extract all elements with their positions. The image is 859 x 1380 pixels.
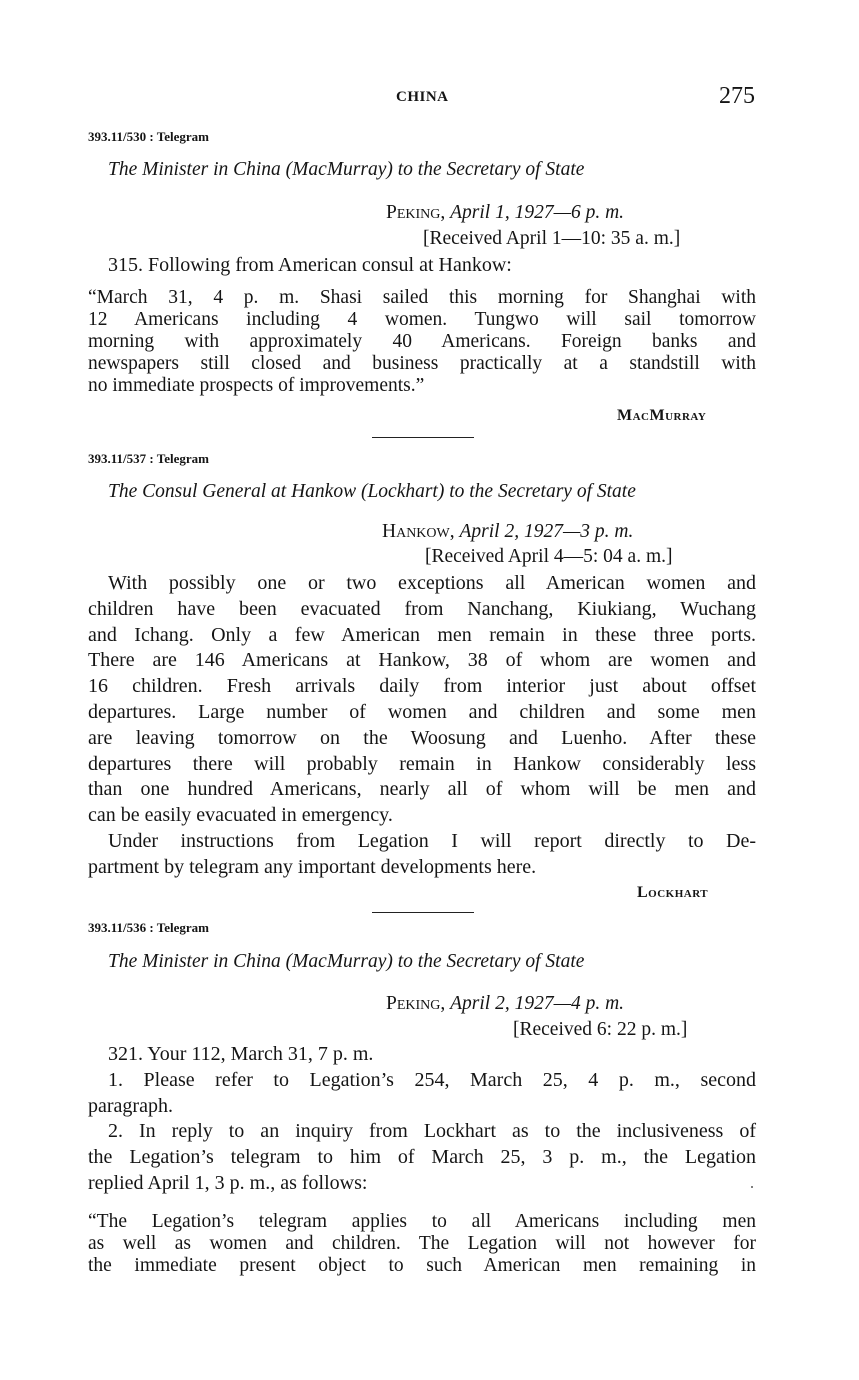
dateline-date: April 2, 1927—4 p. m. (450, 993, 625, 1014)
text-line: 321. Your 112, March 31, 7 p. m. (108, 1043, 374, 1065)
quote-line: the immediate present object to such American men remaining in (88, 1255, 756, 1276)
body-paragraph (88, 1042, 756, 1197)
file-reference: 393.11/530 : Telegram (88, 129, 209, 144)
dateline (386, 202, 624, 224)
dateline-place: Peking, (386, 202, 446, 223)
text-line: With possibly one or two exceptions all American women and (108, 572, 756, 594)
dateline (386, 993, 624, 1015)
text-line: 1. Please refer to Legation’s 254, March 25, 4 p. m., second (108, 1068, 756, 1091)
signature: Lockhart (637, 884, 709, 901)
stray-mark (751, 1186, 753, 1188)
dateline-date: April 2, 1927—3 p. m. (459, 521, 634, 542)
dateline (382, 521, 633, 543)
text-line: 16 children. Fresh arrivals daily from interior just about offset (88, 675, 756, 698)
text-line: departures there will probably remain in Hankow considerably less (88, 752, 756, 775)
telegram-intro: 315. Following from American consul at Hankow: (108, 254, 512, 276)
document-heading: The Minister in China (MacMurray) to the Secretary of State (108, 951, 585, 972)
signature: MacMurray (617, 407, 707, 424)
text-line: replied April 1, 3 p. m., as follows: (88, 1171, 368, 1194)
quote-line: no immediate prospects of improvements.” (88, 375, 425, 396)
quoted-message (88, 287, 756, 397)
text-line: than one hundred Americans, nearly all of whom will be men and (88, 778, 756, 801)
running-head: CHINA (396, 89, 449, 105)
received-line: [Received April 4—5: 04 a. m.] (425, 546, 673, 567)
section-divider (372, 437, 474, 438)
quote-line: “March 31, 4 p. m. Shasi sailed this morning for Shanghai with (88, 287, 756, 308)
section-divider (372, 912, 474, 913)
quoted-message (88, 1211, 756, 1277)
text-line: partment by telegram any important developments here. (88, 855, 537, 878)
document-heading: The Consul General at Hankow (Lockhart) to the Secretary of State (108, 481, 636, 502)
quote-line: 12 Americans including 4 women. Tungwo will sail tomorrow (88, 309, 756, 330)
quote-line: as well as women and children. The Legation will not however for (88, 1233, 756, 1254)
quote-line: newspapers still closed and business practically at a standstill with (88, 353, 756, 374)
text-line: the Legation’s telegram to him of March 25, 3 p. m., the Legation (88, 1146, 756, 1169)
text-line: paragraph. (88, 1094, 173, 1117)
body-paragraph (88, 571, 756, 881)
received-line: [Received 6: 22 p. m.] (513, 1019, 688, 1040)
text-line: can be easily evacuated in emergency. (88, 804, 393, 827)
document-heading: The Minister in China (MacMurray) to the Secretary of State (108, 159, 585, 180)
quote-line: “The Legation’s telegram applies to all Americans including men (88, 1211, 756, 1232)
text-line: There are 146 Americans at Hankow, 38 of whom are women and (88, 649, 756, 672)
dateline-place: Peking, (386, 993, 446, 1014)
text-line: and Ichang. Only a few American men remain in these three ports. (88, 623, 756, 646)
text-line: children have been evacuated from Nanchang, Kiukiang, Wuchang (88, 597, 756, 620)
file-reference: 393.11/537 : Telegram (88, 451, 209, 466)
text-line: are leaving tomorrow on the Woosung and Luenho. After these (88, 726, 756, 749)
file-reference: 393.11/536 : Telegram (88, 920, 209, 935)
received-line: [Received April 1—10: 35 a. m.] (423, 228, 681, 249)
page-number: 275 (719, 83, 755, 109)
dateline-place: Hankow, (382, 521, 455, 542)
dateline-date: April 1, 1927—6 p. m. (450, 202, 625, 223)
quote-line: morning with approximately 40 Americans. Foreign banks and (88, 331, 756, 352)
text-line: Under instructions from Legation I will report directly to De- (108, 829, 756, 852)
text-line: departures. Large number of women and children and some men (88, 700, 756, 723)
text-line: 2. In reply to an inquiry from Lockhart as to the inclusiveness of (108, 1120, 756, 1143)
